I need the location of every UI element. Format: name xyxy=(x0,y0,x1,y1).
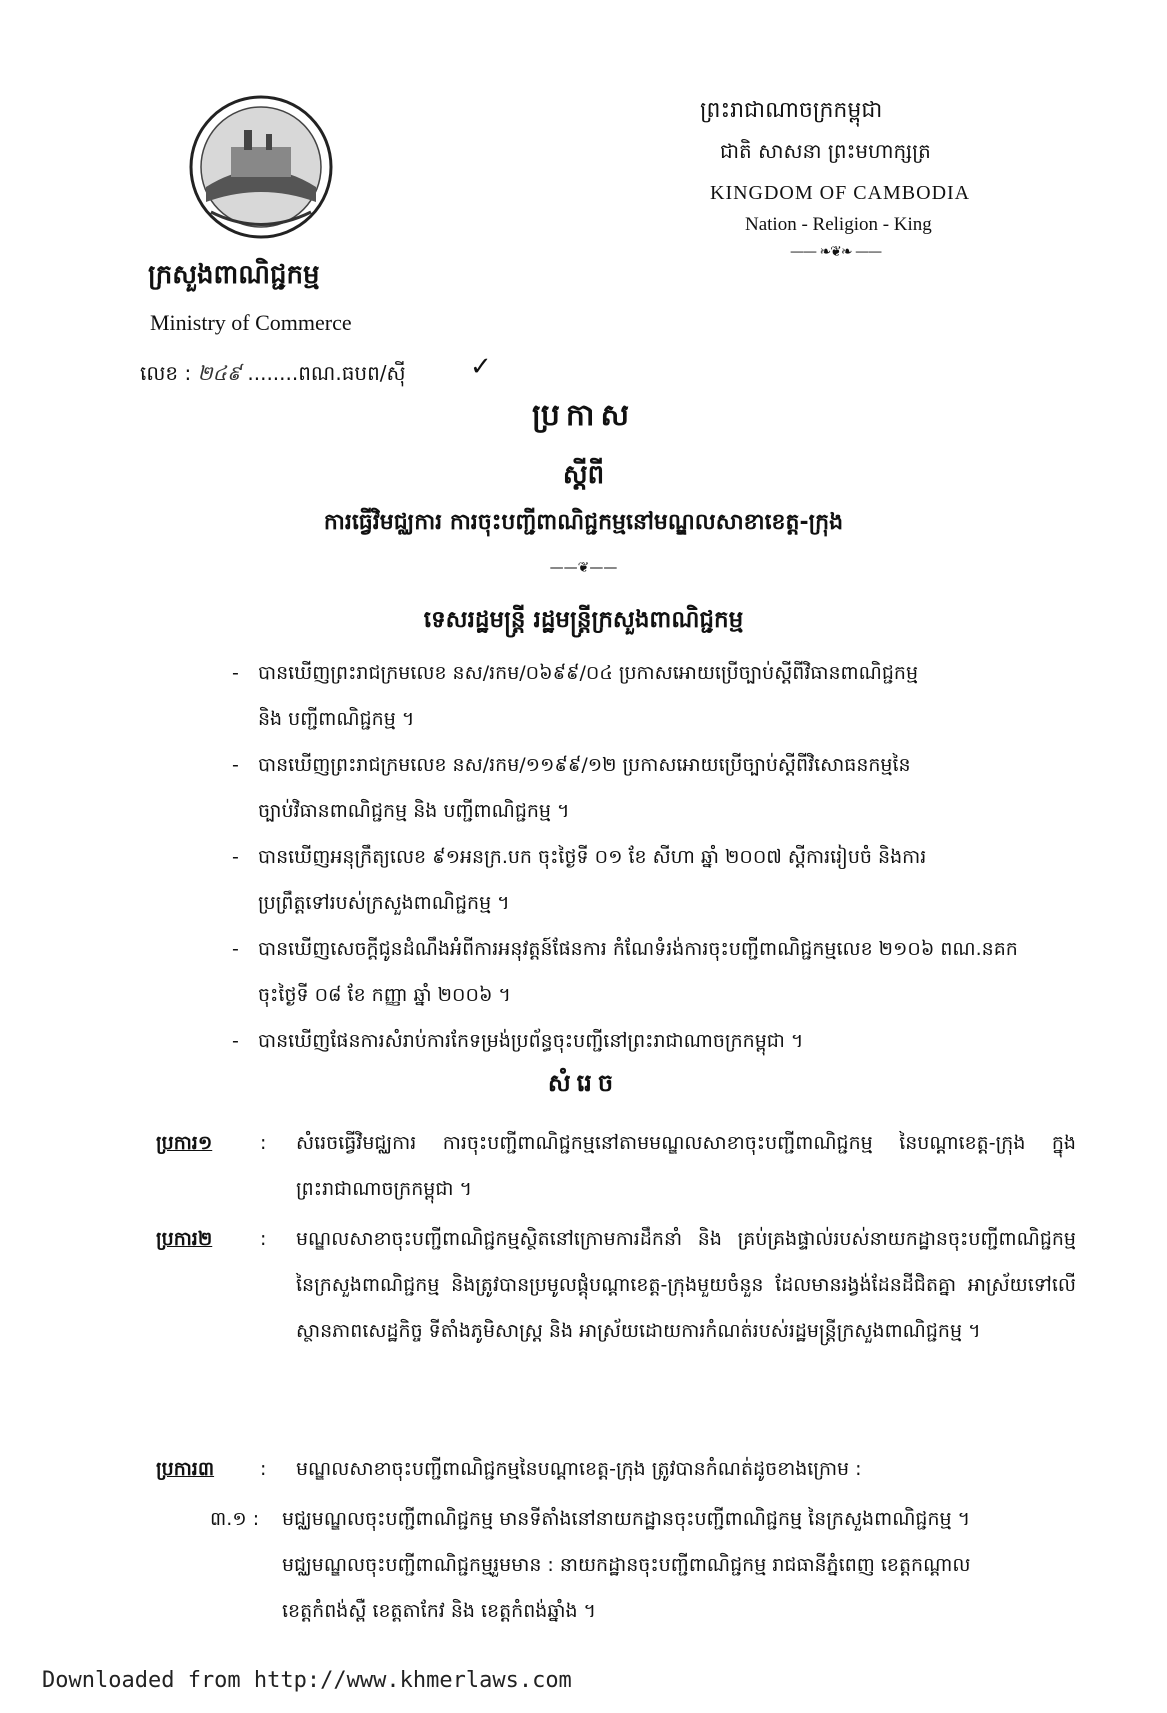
visa-item: - បានឃើញផែនការសំរាប់ការកែទម្រង់ប្រព័ន្ធចុះបញ្ជីនៅព្រះរាជាណាចក្រកម្ពុជា ។ xyxy=(232,1030,804,1052)
article-text: មណ្ឌលសាខាចុះបញ្ជីពាណិជ្ជកម្មនៃបណ្តាខេត្ត-ក្រុង ត្រូវបានកំណត់ដូចខាងក្រោម : xyxy=(296,1458,862,1480)
download-source-footer: Downloaded from http://www.khmerlaws.com xyxy=(42,1668,572,1693)
visa-list xyxy=(232,650,1072,1064)
reference-number xyxy=(140,360,406,390)
ministry-name-english: Ministry of Commerce xyxy=(150,310,352,335)
visa-item: - បានឃើញព្រះរាជក្រមលេខ នស/រកម/០៦៩៩/០៤ ប្រកាសអោយប្រើច្បាប់ស្តីពីវិធានពាណិជ្ជកម្ម និង បញ្ជីពាណិជ្ជកម្ម ។ xyxy=(232,662,919,730)
visa-item: - បានឃើញអនុក្រឹត្យលេខ ៩១អនក្រ.បក ចុះថ្ងៃទី ០១ ខែ សីហា ឆ្នាំ ២០០៧ ស្តីការរៀបចំ និងការ ប្រព្រឹត្តទៅរបស់ក្រសួងពាណិជ្ជកម្ម ។ xyxy=(232,846,927,914)
visa-item: - បានឃើញព្រះរាជក្រមលេខ នស/រកម/១១៩៩/១២ ប្រកាសអោយប្រើច្បាប់ស្តីពីវិសោធនកម្មនៃ ច្បាប់វិធានពាណិជ្ជកម្ម និង បញ្ជីពាណិជ្ជកម្ម ។ xyxy=(232,754,911,822)
decides-heading: សំរេច xyxy=(547,1069,620,1097)
kingdom-khmer: ព្រះរាជាណាចក្រកម្ពុជា xyxy=(700,98,883,123)
article-3: ប្រការ៣ : មណ្ឌលសាខាចុះបញ្ជីពាណិជ្ជកម្មនៃបណ្តាខេត្ត-ក្រុង ត្រូវបានកំណត់ដូចខាងក្រោម : xyxy=(156,1446,1076,1492)
ministry-seal xyxy=(186,92,336,242)
visa-item: - បានឃើញសេចក្តីជូនដំណឹងអំពីការអនុវត្តន៍ផែនការ កំណែទំរង់ការចុះបញ្ជីពាណិជ្ជកម្មលេខ ២១០៦ ពណ.នគក ចុះថ្ងៃទី ០៨ ខែ កញ្ញា ឆ្នាំ ២០០៦ ។ xyxy=(232,938,1018,1006)
article-text: សំរេចធ្វើវិមជ្ឈការ ការចុះបញ្ជីពាណិជ្ជកម្មនៅតាមមណ្ឌលសាខាចុះបញ្ជីពាណិជ្ជកម្ម នៃបណ្តាខេត្ត-ក្រុង ក្នុងព្រះរាជាណាចក្រកម្ពុជា ។ xyxy=(296,1132,1076,1200)
article-1: ប្រការ១ : សំរេចធ្វើវិមជ្ឈការ ការចុះបញ្ជីពាណិជ្ជកម្មនៅតាមមណ្ឌលសាខាចុះបញ្ជីពាណិជ្ជកម្ម នៃបណ្តាខេត្ត-ក្រុង ក្នុងព្រះរាជាណាចក្រកម្ពុជា ។ xyxy=(156,1120,1076,1212)
ref-suffix: ........ពណ.ធបព/ស៊ី xyxy=(247,361,406,385)
document-subject: ការធ្វើវិមជ្ឈការ ការចុះបញ្ជីពាណិជ្ជកម្មនៅមណ្ឌលសាខាខេត្ត-ក្រុង xyxy=(323,510,844,535)
header-ornament: —— ❧❦❧ —— xyxy=(790,244,882,260)
sub-article-3-1: ៣.១ : មជ្ឈមណ្ឌលចុះបញ្ជីពាណិជ្ជកម្ម មានទីតាំងនៅនាយកដ្ឋានចុះបញ្ជីពាណិជ្ជកម្ម នៃក្រសួងពាណិជ្ជកម្ម ។ មជ្ឈមណ្ឌលចុះបញ្ជីពាណិជ្ជកម្មរួមមាន : នាយកដ្ឋានចុះបញ្ជីពាណិជ្ជកម្ម រាជធានីភ្នំពេញ ខេត្តកណ្តាល ខេត្តកំពង់ស្ពឺ ខេត្តតាកែវ និង ខេត្តកំពង់ឆ្នាំង ។ xyxy=(210,1496,1076,1634)
check-mark-icon: ✓ xyxy=(470,352,492,382)
ref-number: ២៤៩ xyxy=(197,361,242,385)
ministry-name-khmer: ក្រសួងពាណិជ្ជកម្ម xyxy=(148,260,320,290)
ref-prefix: លេខ : xyxy=(140,361,192,385)
kingdom-english: KINGDOM OF CAMBODIA xyxy=(710,182,971,204)
title-ornament: ——❦—— xyxy=(549,560,618,576)
article-label: ប្រការ៣ xyxy=(156,1458,215,1480)
article-label: ប្រការ១ xyxy=(156,1132,213,1154)
article-text: មណ្ឌលសាខាចុះបញ្ជីពាណិជ្ជកម្មស្ថិតនៅក្រោមការដឹកនាំ និង គ្រប់គ្រងផ្ទាល់របស់នាយកដ្ឋានចុះបញ្ជីពាណិជ្ជកម្ម នៃក្រសួងពាណិជ្ជកម្ម និងត្រូវបានប្រមូលផ្តុំបណ្តាខេត្ត-ក្រុងមួយចំនួន ដែលមានរង្វង់ដែនដីជិតគ្នា អាស្រ័យទៅលើស្ថានភាពសេដ្ឋកិច្ច ទីតាំងភូមិសាស្ត្រ និង អាស្រ័យដោយការកំណត់របស់រដ្ឋមន្ត្រីក្រសួងពាណិជ្ជកម្ម ។ xyxy=(296,1228,1076,1342)
document-type: ប្រកាស xyxy=(531,398,636,433)
motto-english: Nation - Religion - King xyxy=(745,214,932,235)
sub-article-label: ៣.១ : xyxy=(210,1508,260,1530)
article-label: ប្រការ២ xyxy=(156,1228,213,1250)
about-label: ស្តីពី xyxy=(562,460,605,490)
article-2: ប្រការ២ : មណ្ឌលសាខាចុះបញ្ជីពាណិជ្ជកម្មស្ថិតនៅក្រោមការដឹកនាំ និង គ្រប់គ្រងផ្ទាល់របស់នាយកដ្ឋានចុះបញ្ជីពាណិជ្ជកម្ម នៃក្រសួងពាណិជ្ជកម្ម និងត្រូវបានប្រមូលផ្តុំបណ្តាខេត្ត-ក្រុងមួយចំនួន ដែលមានរង្វង់ដែនដីជិតគ្នា អាស្រ័យទៅលើស្ថានភាពសេដ្ឋកិច្ច ទីតាំងភូមិសាស្ត្រ និង អាស្រ័យដោយការកំណត់របស់រដ្ឋមន្ត្រីក្រសួងពាណិជ្ជកម្ម ។ xyxy=(156,1216,1076,1354)
issuer-title: ទេសរដ្ឋមន្ត្រី រដ្ឋមន្ត្រីក្រសួងពាណិជ្ជកម្ម xyxy=(423,607,744,633)
motto-khmer: ជាតិ សាសនា ព្រះមហាក្សត្រ xyxy=(720,139,931,163)
